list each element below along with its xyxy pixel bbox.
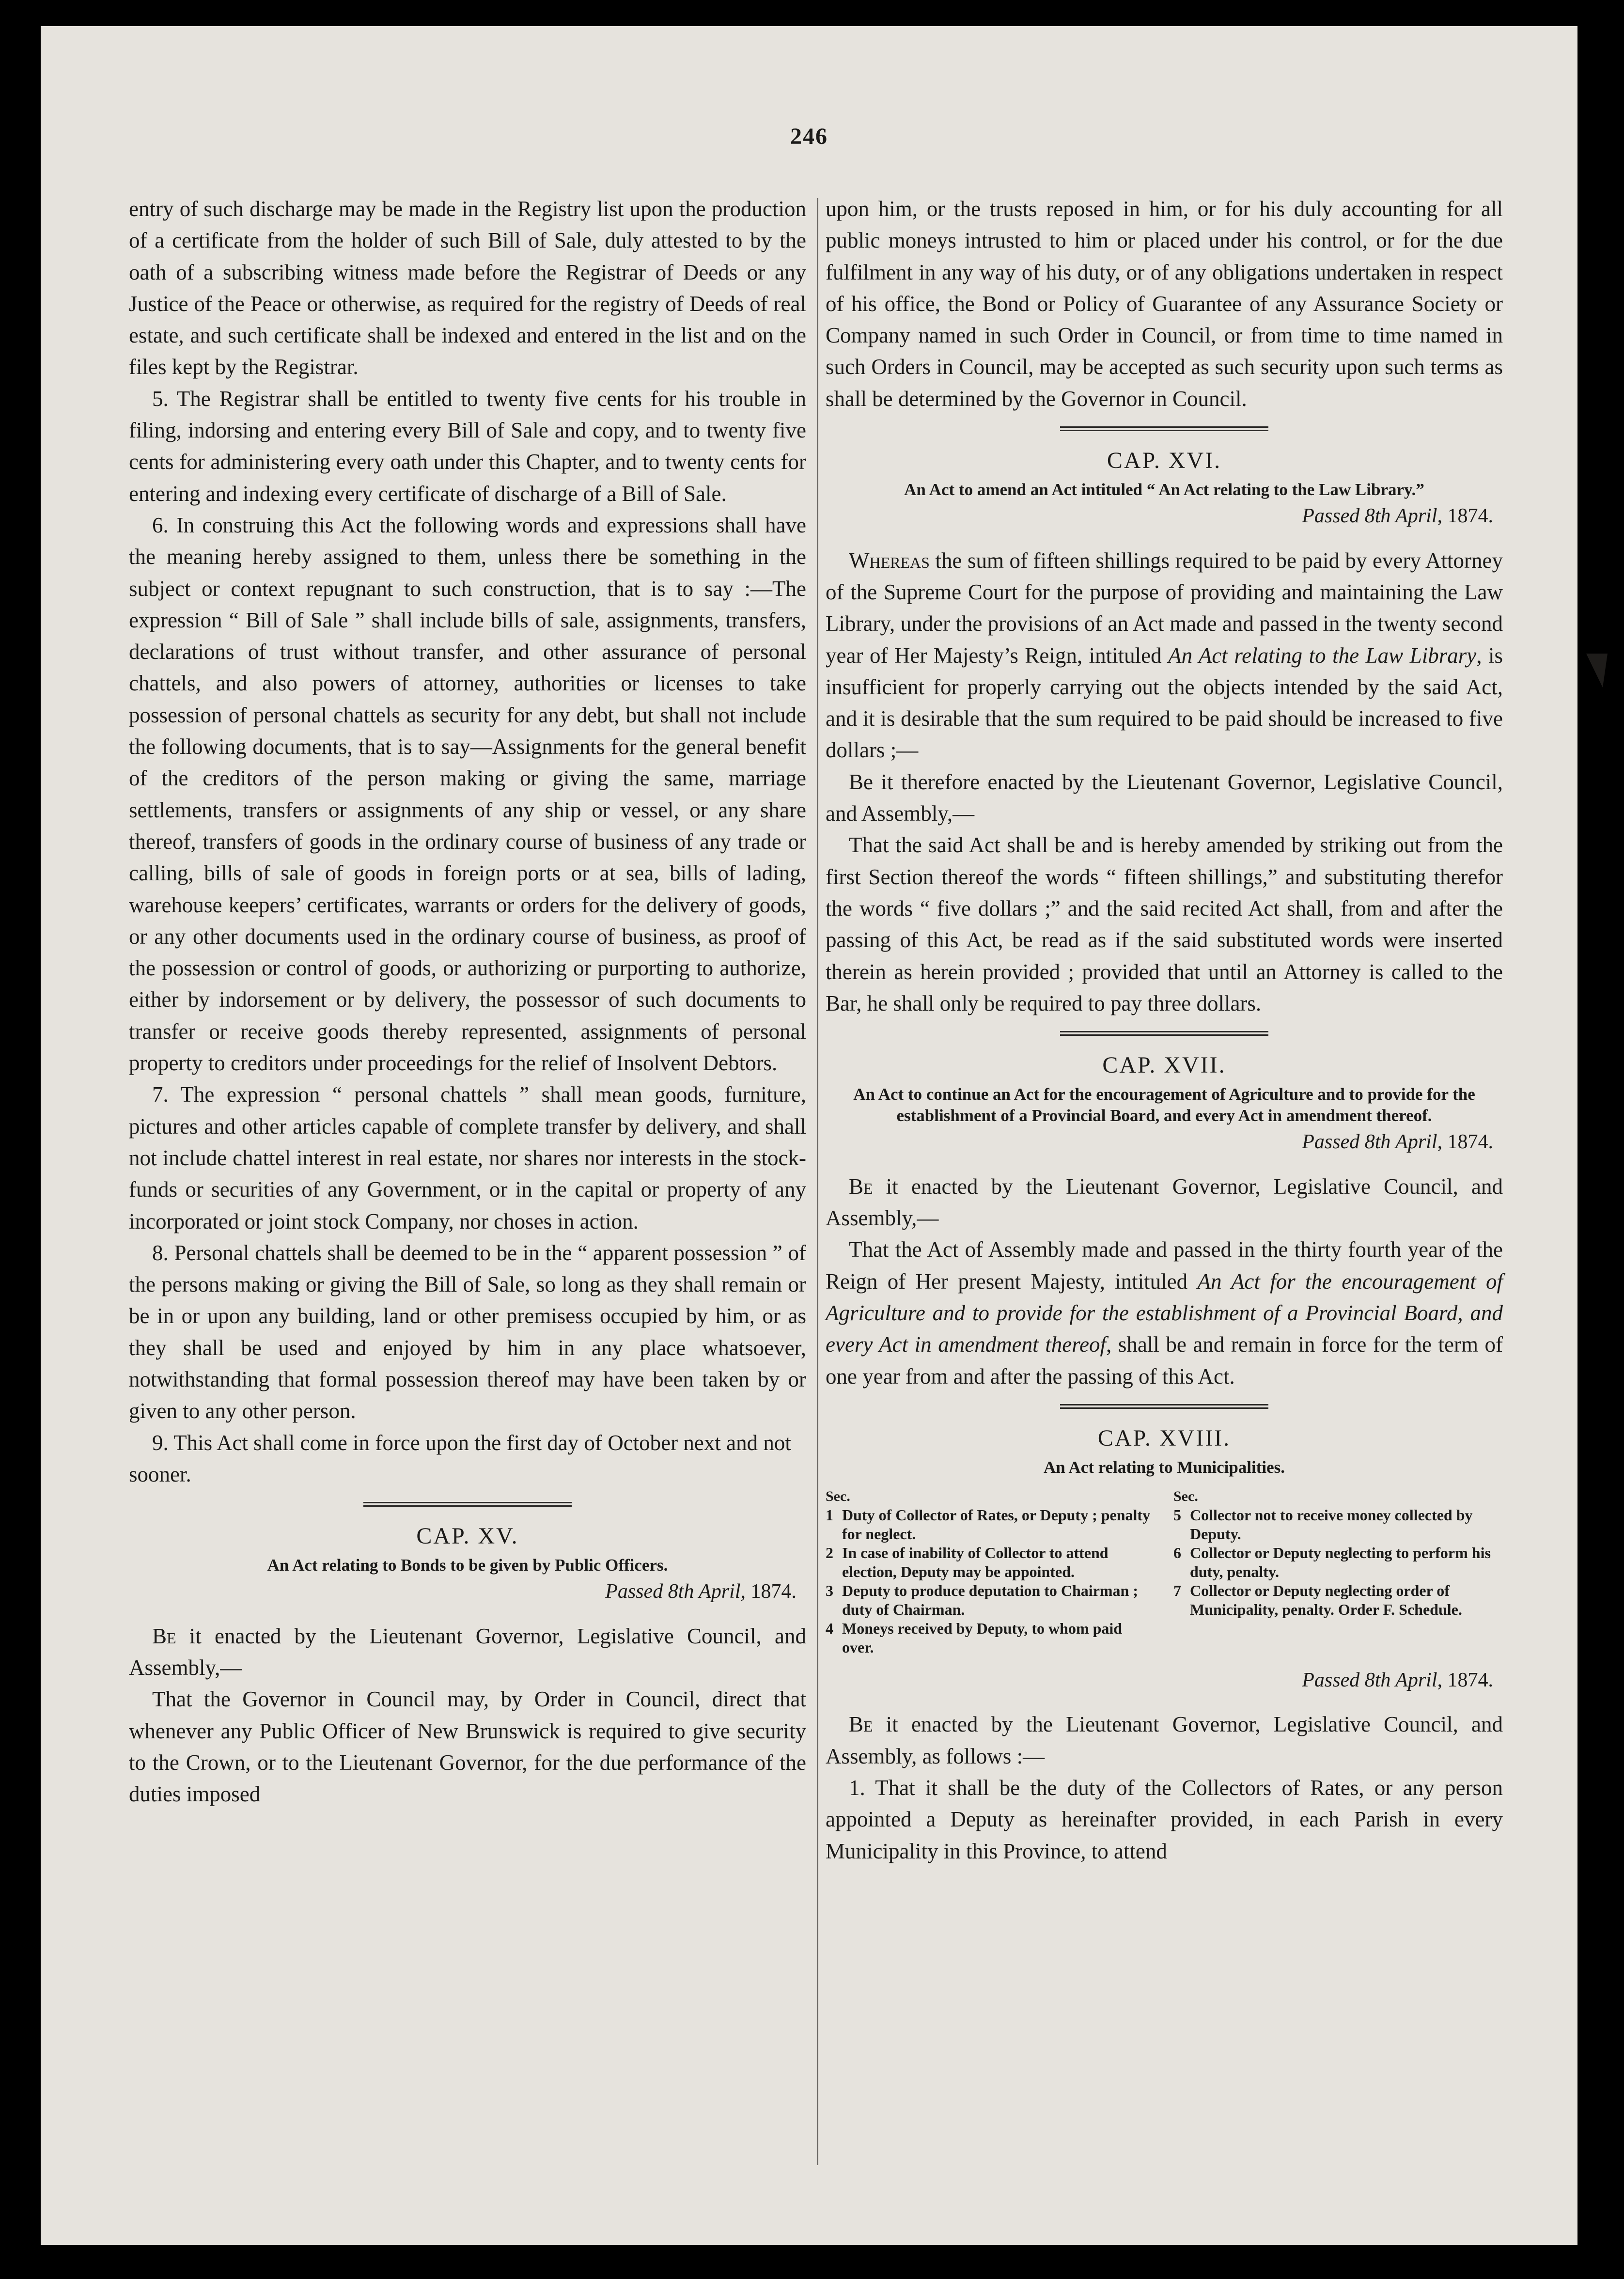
act-title: An Act relating to Municipalities. xyxy=(1043,1458,1285,1477)
enacting-clause-first-word: Be xyxy=(849,1174,873,1199)
section-9-paragraph: 9. This Act shall come in force upon the first day of October next and not sooner. xyxy=(129,1430,791,1486)
synopsis-number: 4 xyxy=(826,1620,833,1638)
passed-label: Passed 8th April, xyxy=(1302,1669,1442,1692)
printed-page xyxy=(41,26,1577,2245)
sec-label: Sec. xyxy=(826,1488,850,1505)
synopsis-number: 6 xyxy=(1173,1544,1181,1562)
paragraph-continuation: entry of such discharge may be made in the Registry list upon the production of a certificate from the holder of such Bill of Sale, duly attested to by the oath of a subscribing witness made before the Registrar of Deeds or any Justice of the Peace or otherwise, as required for the registry of Deeds of real estate, and such certificate shall be indexed and entered in the list and on the files kept by the Registrar. xyxy=(129,197,806,379)
synopsis-text: In case of inability of Collector to attend election, Deputy may be appointed. xyxy=(842,1544,1109,1581)
section-7-paragraph: 7. The expression “ personal chattels ” shall mean goods, furniture, pictures and other articles capable of complete transfer by delivery, and shall not include chattel interest in real estate, nor shares nor interests in the stock-funds or securities of any Government, or in the capital or property of any incorporated or joint stock Company, nor choses in action. xyxy=(129,1082,806,1233)
chapter-divider xyxy=(1060,1031,1268,1036)
synopsis-text: Deputy to produce deputation to Chairman ; duty of Chairman. xyxy=(842,1582,1138,1619)
chapter-heading: CAP. XV. xyxy=(416,1523,519,1549)
act-body-text-b: , shall be and remain in force for the term of one year from and after the passing of this Act. xyxy=(826,1332,1503,1389)
left-column xyxy=(129,193,806,1811)
passed-date xyxy=(826,500,1493,532)
passed-label: Passed 8th April, xyxy=(605,1580,746,1603)
act-body: That the Governor in Council may, by Order in Council, direct that whenever any Public Officer of New Brunswick is required to give security to the Crown, or to the Lieutenant Governor, for the due performance of the duties imposed xyxy=(129,1687,806,1807)
passed-date xyxy=(129,1576,796,1608)
synopsis-item xyxy=(826,1581,1155,1619)
enacting-clause xyxy=(826,1171,1503,1234)
whereas-first-word: Whereas xyxy=(849,548,930,573)
synopsis-number: 2 xyxy=(826,1544,833,1562)
chapter-divider xyxy=(1060,426,1268,431)
act-body: 1. That it shall be the duty of the Collectors of Rates, or any person appointed a Deputy as hereinafter provided, in each Parish in every Municipality in this Province, to attend xyxy=(826,1775,1503,1863)
passed-label: Passed 8th April, xyxy=(1302,505,1442,528)
act-body: That the said Act shall be and is hereby amended by striking out from the first Section thereof the words “ fifteen shillings,” and substituting therefor the words “ five dollars ;” and the said recited Act shall, from and after the passing of this Act, be read as if the said substituted words were inserted therein as herein provided ; provided that until an Attorney is called to the Bar, he shall only be required to pay three dollars. xyxy=(826,833,1503,1015)
page-number: 246 xyxy=(790,124,828,149)
synopsis-column-right xyxy=(1173,1487,1503,1657)
enacting-clause-first-word: Be xyxy=(152,1623,176,1648)
act-title: An Act to continue an Act for the encouragement of Agriculture and to provide for the establishment of a Provincial Board, and every Act in amendment thereof. xyxy=(853,1085,1475,1125)
passed-date xyxy=(826,1126,1493,1158)
chapter-heading: CAP. XVII. xyxy=(1102,1052,1226,1078)
section-5-paragraph: 5. The Registrar shall be entitled to twenty five cents for his trouble in filing, indorsing and entering every Bill of Sale and copy, and to twenty five cents for administering every oath under this Chapter, and to twenty cents for entering and indexing every certificate of discharge of a Bill of Sale. xyxy=(129,386,806,506)
section-8-paragraph: 8. Personal chattels shall be deemed to be in the “ apparent possession ” of the persons making or giving the Bill of Sale, so long as they shall remain or be in or upon any building, land or other premisess occupied by him, or as they shall be used and enjoyed by him in any place whatsoever, notwithstanding that formal possession thereof may have been taken by or given to any other person. xyxy=(129,1240,806,1423)
synopsis-column-left xyxy=(826,1487,1155,1657)
sec-label: Sec. xyxy=(1173,1488,1198,1505)
passed-year: 1874. xyxy=(1447,1669,1493,1692)
chapter-divider xyxy=(1060,1404,1268,1409)
enacting-clause-text: it enacted by the Lieutenant Governor, Legislative Council, and Assembly,— xyxy=(826,1174,1503,1231)
enacting-clause xyxy=(129,1621,806,1684)
section-6-paragraph: 6. In construing this Act the following words and expressions shall have the meaning hereby assigned to them, unless there be something in the subject or context repugnant to such construction, that is to say :—The expression “ Bill of Sale ” shall include bills of sale, assignments, transfers, declarations of trust without transfer, and other assurance of personal chattels, and also powers of attorney, authorities or licenses to take possession of personal chattels as security for any debt, but shall not include the following documents, that is to say—Assignments for the general benefit of the creditors of the person making or giving the same, marriage settlements, transfers or assignments of any ship or vessel, or any share thereof, transfers of goods in the ordinary course of business of any trade or calling, bills of sale of goods in foreign ports or at sea, bills of lading, warehouse keepers’ certificates, warrants or orders for the delivery of goods, or any other documents used in the ordinary course of business, as proof of the possession or control of goods, or authorizing or purporting to authorize, either by indorsement or by delivery, the possessor of such documents to transfer or receive goods thereby represented, assignments of personal property to creditors under proceedings for the relief of Insolvent Debtors. xyxy=(129,513,806,1076)
whereas-text-b: , is insufficient for properly carrying out the objects intended by the said Act, and it is desirable that the sum required to be paid should be increased to five dollars ;— xyxy=(826,643,1503,763)
passed-date xyxy=(826,1665,1493,1696)
synopsis-item xyxy=(1173,1581,1503,1619)
synopsis-text: Moneys received by Deputy, to whom paid over. xyxy=(842,1620,1123,1656)
paragraph-continuation: upon him, or the trusts reposed in him, or for his duly accounting for all public moneys intrusted to him or placed under his control, or for the due fulfilment in any way of his duty, or of any obligations undertaken in respect of his office, the Bond or Policy of Guarantee of any Assurance Society or Company named in such Order in Council, or from time to time named in such Orders in Council, may be accepted as such security upon such terms as shall be determined by the Governor in Council. xyxy=(826,197,1503,411)
whereas-text-a: the sum of fifteen shillings required to be paid by every Attorney of the Supreme Court for the purpose of providing and maintaining the Law Library, under the provisions of an Act made and passed in the twenty second year of Her Majesty’s Reign, intituled xyxy=(826,548,1503,668)
chapter-heading: CAP. XVIII. xyxy=(1097,1425,1231,1451)
passed-year: 1874. xyxy=(1447,1131,1493,1154)
synopsis-text: Collector or Deputy neglecting to perform his duty, penalty. xyxy=(1190,1544,1491,1581)
enacting-clause-text: it enacted by the Lieutenant Governor, Legislative Council, and Assembly, as follows :— xyxy=(826,1712,1503,1768)
chapter-heading: CAP. XVI. xyxy=(1107,448,1222,474)
act-body-text-a: That the Act of Assembly made and passed in the thirty fourth year of the Reign of Her present Majesty, intituled xyxy=(826,1237,1503,1294)
synopsis-text: Collector not to receive money collected by Deputy. xyxy=(1190,1506,1473,1543)
synopsis-number: 3 xyxy=(826,1582,833,1600)
act-body-italic-title: An Act for the encouragement of Agriculture and to provide for the establishment of a Provincial Board, and every Act in amendment thereof xyxy=(826,1269,1503,1357)
enacting-clause-first-word: Be xyxy=(849,1712,873,1737)
column-divider xyxy=(817,198,818,2165)
enacting-clause xyxy=(826,1709,1503,1772)
synopsis-item xyxy=(1173,1506,1503,1544)
synopsis-item xyxy=(826,1544,1155,1581)
synopsis-text: Duty of Collector of Rates, or Deputy ; penalty for neglect. xyxy=(842,1506,1151,1543)
chapter-divider xyxy=(363,1502,572,1507)
enacting-clause-text: it enacted by the Lieutenant Governor, Legislative Council, and Assembly,— xyxy=(129,1623,806,1680)
act-title: An Act to amend an Act intituled “ An Act relating to the Law Library.” xyxy=(904,480,1424,500)
passed-year: 1874. xyxy=(1447,505,1493,528)
whereas-act-title: An Act relating to the Law Library xyxy=(1168,643,1477,668)
passed-year: 1874. xyxy=(750,1580,796,1603)
synopsis-item xyxy=(826,1619,1155,1657)
section-synopsis xyxy=(826,1487,1503,1657)
synopsis-number: 7 xyxy=(1173,1582,1181,1600)
act-title: An Act relating to Bonds to be given by Public Officers. xyxy=(267,1556,668,1575)
synopsis-number: 5 xyxy=(1173,1506,1181,1524)
act-body xyxy=(826,1234,1503,1392)
synopsis-item xyxy=(1173,1544,1503,1581)
passed-label: Passed 8th April, xyxy=(1302,1131,1442,1154)
synopsis-item xyxy=(826,1506,1155,1544)
whereas-clause xyxy=(826,545,1503,766)
right-column xyxy=(826,193,1503,1867)
enacting-clause: Be it therefore enacted by the Lieutenant Governor, Legislative Council, and Assembly,— xyxy=(826,769,1503,826)
synopsis-text: Collector or Deputy neglecting order of Municipality, penalty. Order F. Schedule. xyxy=(1190,1582,1462,1619)
paper-tab-mark xyxy=(1586,654,1608,687)
synopsis-number: 1 xyxy=(826,1506,833,1524)
